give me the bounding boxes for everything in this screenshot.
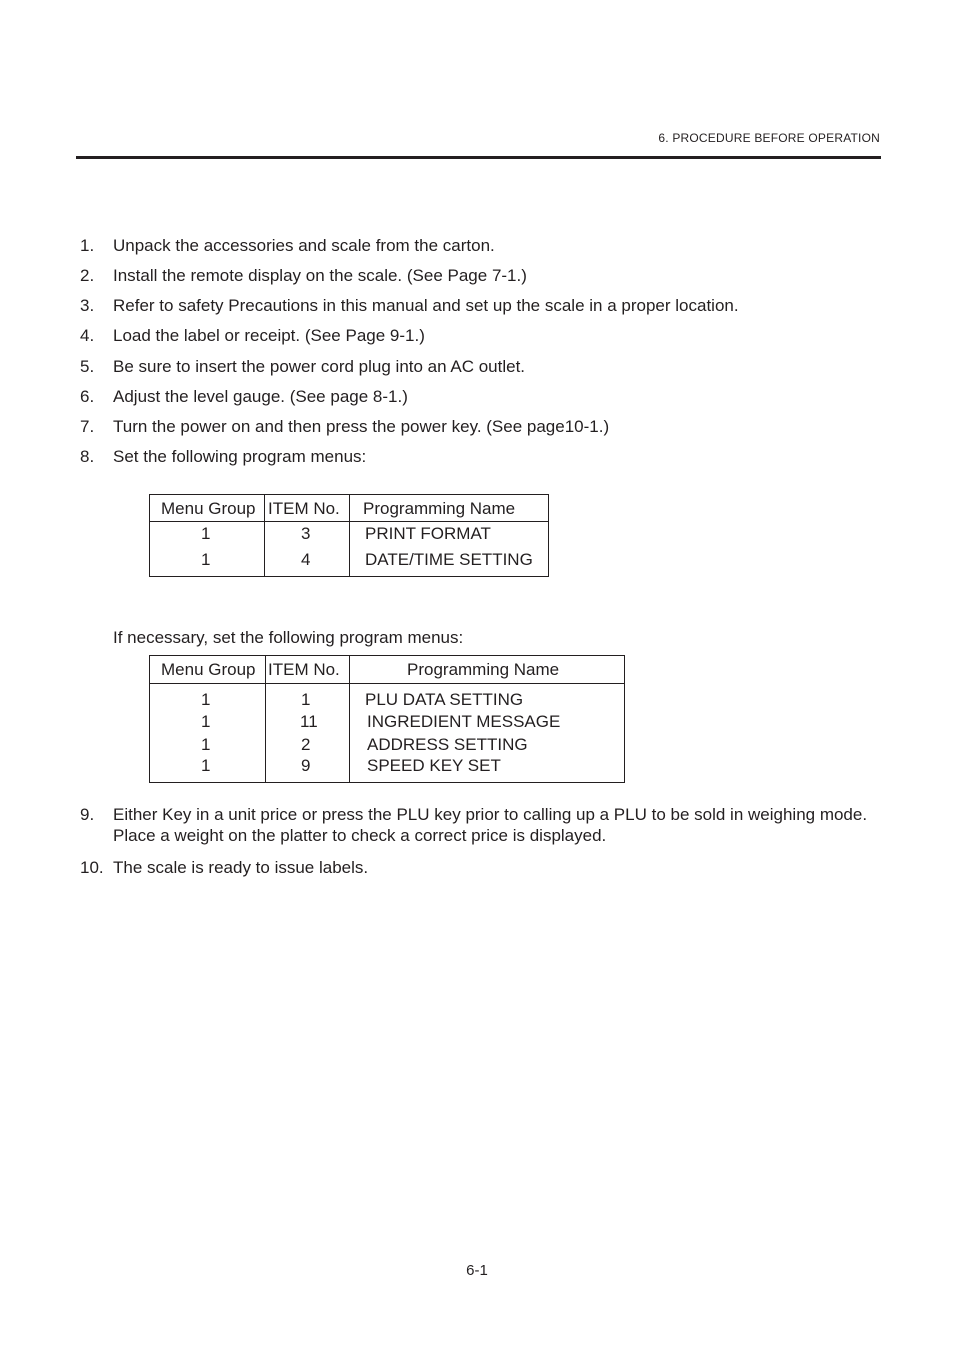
step-text: Either Key in a unit price or press the PLU key prior to calling up a PLU to be sold in weighing mode. [113,805,868,824]
step-number: 8. [80,447,95,466]
step-text: Place a weight on the platter to check a correct price is displayed. [113,826,607,845]
table-cell: 1 [201,550,211,569]
table-cell: 11 [300,712,318,731]
step-number: 4. [80,326,95,345]
header-rule [76,156,881,159]
table-cell: SPEED KEY SET [367,756,501,775]
table-cell: PRINT FORMAT [365,524,491,543]
table-cell: 1 [301,690,311,709]
optional-menus-note: If necessary, set the following program menus: [113,628,464,647]
column-divider [349,656,350,782]
column-header: Programming Name [363,499,516,518]
column-header: ITEM No. [268,660,340,679]
step-text: The scale is ready to issue labels. [113,858,369,877]
column-header: ITEM No. [268,499,340,518]
column-divider [264,495,265,576]
table-cell: 9 [301,756,311,775]
column-divider [265,656,266,782]
step-text: Load the label or receipt. (See Page 9-1.) [113,326,425,345]
table-cell: 1 [201,524,211,543]
step-text: Be sure to insert the power cord plug into an AC outlet. [113,357,526,376]
table-cell: DATE/TIME SETTING [365,550,533,569]
table-cell: 4 [301,550,311,569]
column-header: Menu Group [161,499,256,518]
step-text: Unpack the accessories and scale from the carton. [113,236,495,255]
step-text: Turn the power on and then press the power key. (See page10-1.) [113,417,610,436]
step-number: 6. [80,387,95,406]
step-number: 2. [80,266,95,285]
table-cell: 2 [301,735,311,754]
table-cell: PLU DATA SETTING [365,690,524,709]
step-text: Set the following program menus: [113,447,367,466]
column-divider [349,495,350,576]
step-number: 3. [80,296,95,315]
header-divider [150,683,624,684]
table-cell: 3 [301,524,311,543]
table-cell: 1 [201,735,211,754]
table-cell: ADDRESS SETTING [367,735,528,754]
step-text: Adjust the level gauge. (See page 8-1.) [113,387,408,406]
step-number: 5. [80,357,95,376]
section-header: 6. PROCEDURE BEFORE OPERATION [658,131,880,145]
program-menu-table [149,494,549,577]
step-number: 1. [80,236,95,255]
step-number: 9. [80,805,95,824]
optional-program-menu-table [149,655,625,783]
column-header: Menu Group [161,660,256,679]
table-cell: 1 [201,712,211,731]
header-divider [150,521,548,522]
step-number: 7. [80,417,95,436]
table-cell: 1 [201,690,211,709]
step-text: Install the remote display on the scale. (See Page 7-1.) [113,266,527,285]
step-text: Refer to safety Precautions in this manual and set up the scale in a proper location. [113,296,739,315]
step-number: 10. [80,858,104,877]
table-cell: 1 [201,756,211,775]
page-number: 6-1 [466,1262,488,1279]
column-header: Programming Name [407,660,560,679]
table-cell: INGREDIENT MESSAGE [367,712,561,731]
